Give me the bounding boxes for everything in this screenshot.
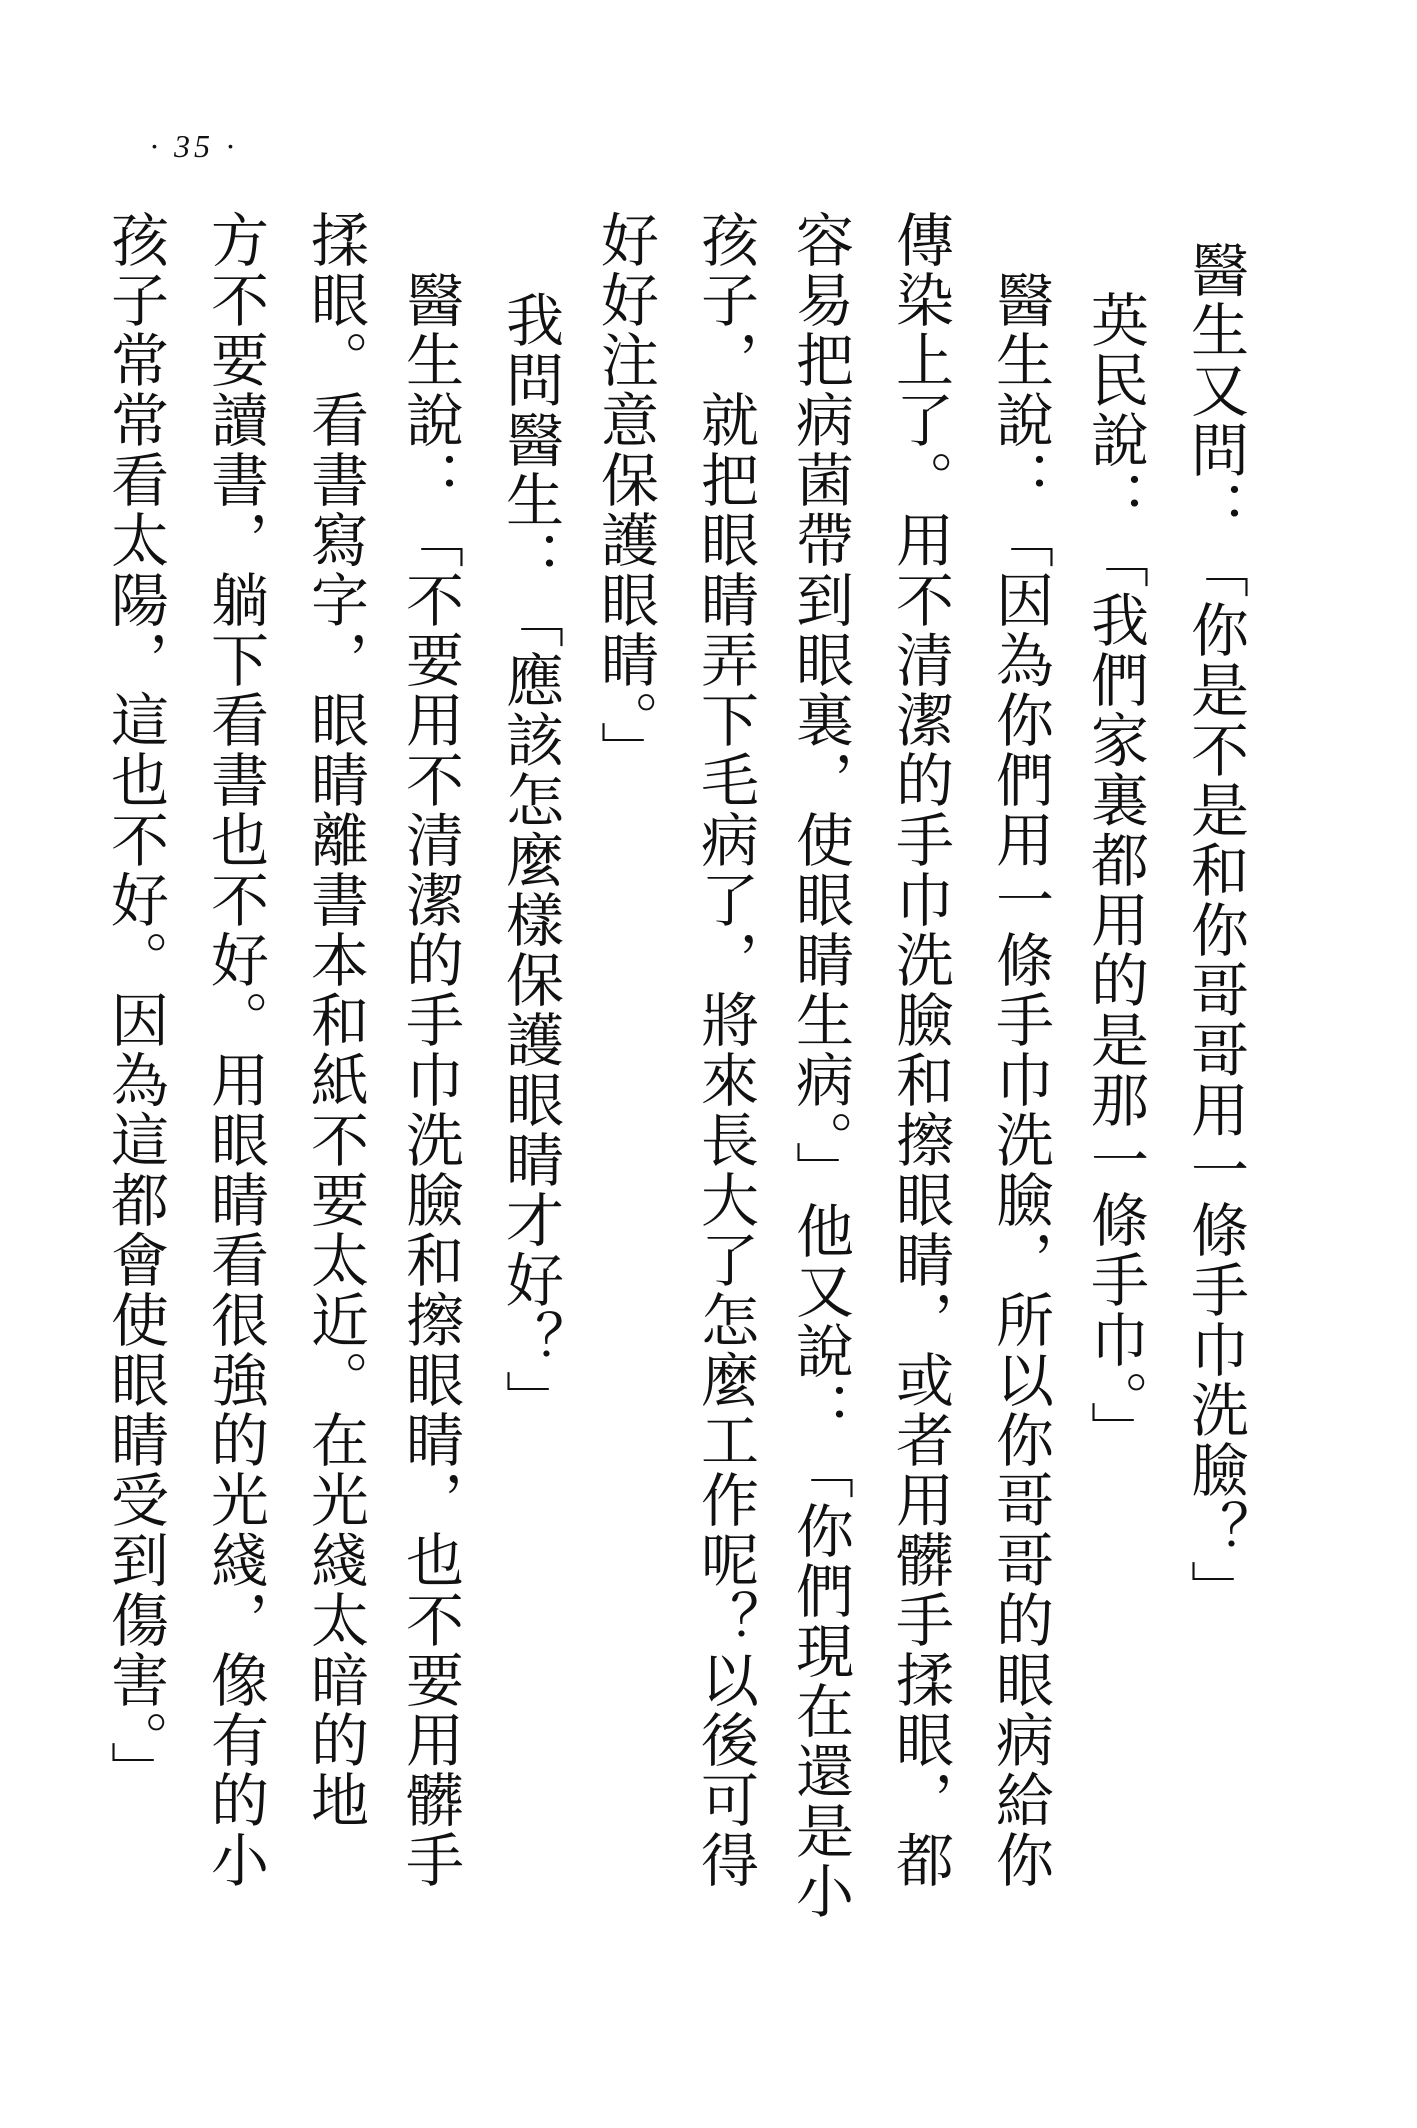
- text-column: 傳染上了。用不清潔的手巾洗臉和擦眼睛，或者用髒手揉眼，都: [886, 210, 954, 1890]
- text-column: 好好注意保護眼睛。」: [591, 210, 659, 781]
- page-number: · 35 ·: [150, 128, 238, 164]
- text-column: 我問醫生：「應該怎麼樣保護眼睛才好？」: [496, 290, 564, 1430]
- text-column: 醫生又問：「你是不是和你哥哥用一條手巾洗臉？」: [1181, 240, 1249, 1620]
- text-column: 英民說：「我們家裏都用的是那一條手巾。」: [1081, 290, 1149, 1461]
- text-column: 容易把病菌帶到眼裏，使眼睛生病。」他又說：「你們現在還是小: [786, 210, 854, 1921]
- text-column: 孩子，就把眼睛弄下毛病了，將來長大了怎麼工作呢？以後可得: [691, 210, 759, 1890]
- text-column: 方不要讀書，躺下看書也不好。用眼睛看很強的光綫，像有的小: [201, 210, 269, 1890]
- text-column: 醫生說：「因為你們用一條手巾洗臉，所以你哥哥的眼病給你: [986, 270, 1054, 1890]
- text-column: 孩子常常看太陽，這也不好。因為這都會使眼睛受到傷害。」: [101, 210, 169, 1801]
- text-column: 醫生說：「不要用不清潔的手巾洗臉和擦眼睛，也不要用髒手: [396, 270, 464, 1890]
- text-column: 揉眼。看書寫字，眼睛離書本和紙不要太近。在光綫太暗的地: [301, 210, 369, 1830]
